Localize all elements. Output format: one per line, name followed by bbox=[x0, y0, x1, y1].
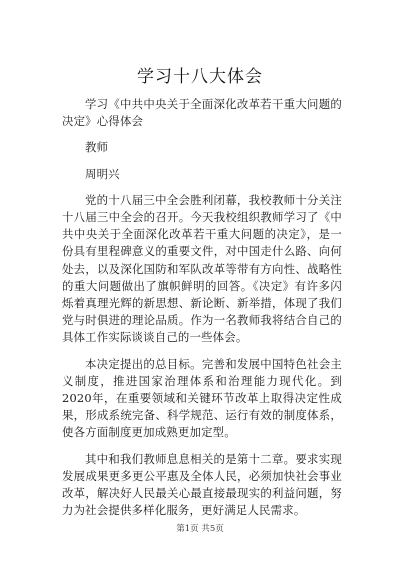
author-role: 教师 bbox=[85, 140, 109, 155]
body-paragraph: 其中和我们教师息息相关的是第十二章。要求实现发展成果更多更公平惠及全体人民，必须加快社会事业改革，解决好人民最关心最直接最现实的利益问题，努力为社会提供多样化服务，更好满足人民需求。 bbox=[62, 451, 342, 518]
body-paragraph: 本决定提出的总目标。完善和发展中国特色社会主义制度，推进国家治理体系和治理能力现代化。到2020年，在重要领域和关键环节改革上取得决定性成果，形成系统完备、科学规范、运行有效的制度体系，使各方面制度更加成熟更加定型。 bbox=[62, 356, 342, 440]
body-paragraph: 党的十八届三中全会胜利闭幕，我校教师十分关注十八届三中全会的召开。今天我校组织教师学习了《中共中央关于全面深化改革若干重大问题的决定》，是一份具有里程碑意义的重要文件，对中国走什么路、向何处去，以及深化国防和军队改革等带有方向性、战略性的重大问题做出了旗帜鲜明的回答。《决定》有许多闪烁着真理光辉的新思想、新论断、新举措，体现了我们党与时俱进的理论品质。作为一名教师我将结合自己的具体工作实际谈谈自己的一些体会。 bbox=[62, 192, 342, 345]
subtitle-paragraph: 学习《中共中央关于全面深化改革若干重大问题的决定》心得体会 bbox=[62, 97, 342, 129]
document-title: 学习十八大体会 bbox=[137, 67, 263, 87]
author-name: 周明兴 bbox=[85, 166, 120, 181]
document-body bbox=[62, 96, 342, 528]
page-number-footer: 第1页 共5页 bbox=[176, 524, 224, 534]
